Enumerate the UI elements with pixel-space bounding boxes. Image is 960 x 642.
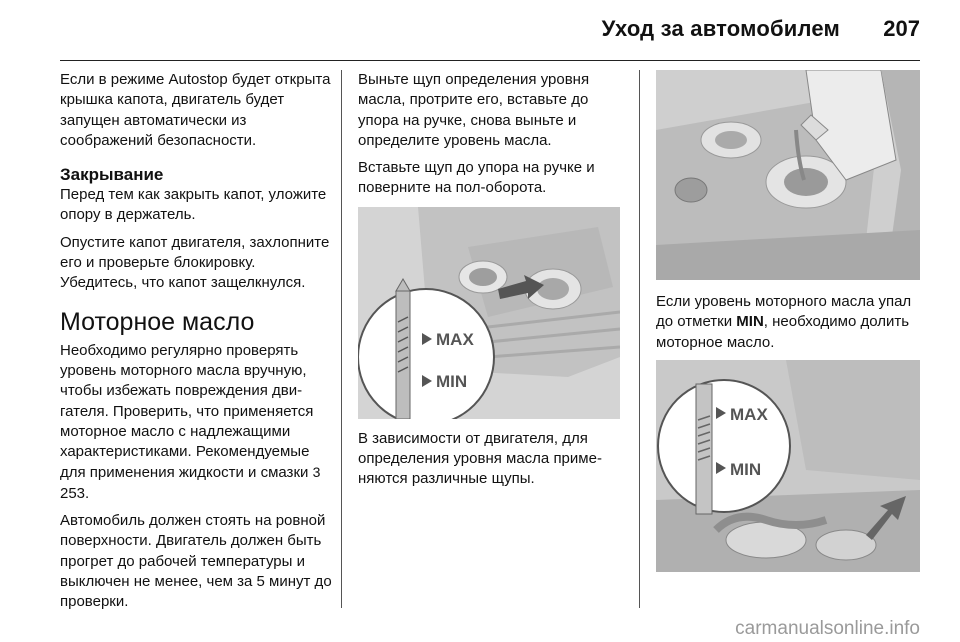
refill-paragraph [656, 292, 922, 353]
closing-heading: Закрывание [60, 165, 164, 185]
page-number: 207 [883, 16, 920, 41]
autostop-paragraph: Если в режиме Autostop будет открыта крышка капота, двигатель будет запущен автоматически из соображений безопасности. [60, 71, 331, 149]
dipstick-illustration [358, 207, 620, 419]
engine-dipstick-max-label: MAX [730, 404, 768, 424]
column-divider-2 [639, 70, 640, 608]
header-title: Уход за автомобилем [601, 16, 840, 41]
engine-dipstick-min-label: MIN [730, 459, 762, 479]
column-2 [358, 70, 626, 497]
closing-paragraph-1: Перед тем как закрыть капот, уложите опору в держатель. [60, 186, 327, 224]
column-divider-1 [341, 70, 342, 608]
closing-paragraph-2: Опустите капот двигателя, захлопните его и проверьте блокировку. Убедитесь, что капот защелкнулся. [60, 233, 330, 292]
refill-text-end: , необходимо долить моторное масло. [656, 313, 910, 351]
column-1 [60, 70, 332, 620]
refill-text-start: Если уровень моторного масла упал до отметки [656, 293, 912, 331]
footer-watermark: carmanualsonline.info [735, 618, 920, 639]
oil-check-text: Необходимо регулярно проверять уровень моторного масла вручную, чтобы избежать повреждения двигателя. Проверить, что применяется моторное масло с надлежащими характеристиками. Рекомендуемые для применения жидкости и смазки [60, 341, 314, 482]
oil-filling-illustration [656, 70, 920, 280]
dipstick-figure [358, 207, 620, 419]
oil-filling-figure [656, 70, 920, 280]
page-reference-link[interactable]: 253. [60, 484, 90, 502]
dipstick-paragraph-1: Выньте щуп определения уровня масла, протрите его, вставьте до упора на ручке, снова выньте и определите уровень масла. [358, 71, 590, 149]
engine-oil-heading: Моторное масло [60, 307, 255, 336]
engine-dipstick-figure [656, 360, 920, 572]
oil-check-paragraph [60, 341, 332, 504]
dipstick-variants-paragraph: В зависимости от двигателя, для определения уровня масла применяются различные щупы. [358, 429, 602, 488]
engine-dipstick-illustration [656, 360, 920, 572]
header-rule [60, 60, 920, 61]
column-3 [656, 70, 922, 572]
dipstick-paragraph-2: Вставьте щуп до упора на ручке и поверните на пол-оборота. [358, 159, 595, 197]
page-reference-arrow-icon: 3 [312, 464, 321, 481]
level-surface-paragraph: Автомобиль должен стоять на ровной поверхности. Двигатель должен быть прогрет до рабочей температуры и выключен не менее, чем за 5 минут до проверки. [60, 512, 332, 611]
dipstick-max-label: MAX [436, 329, 474, 349]
min-mark-label: MIN [736, 313, 764, 331]
dipstick-min-label: MIN [436, 371, 468, 391]
